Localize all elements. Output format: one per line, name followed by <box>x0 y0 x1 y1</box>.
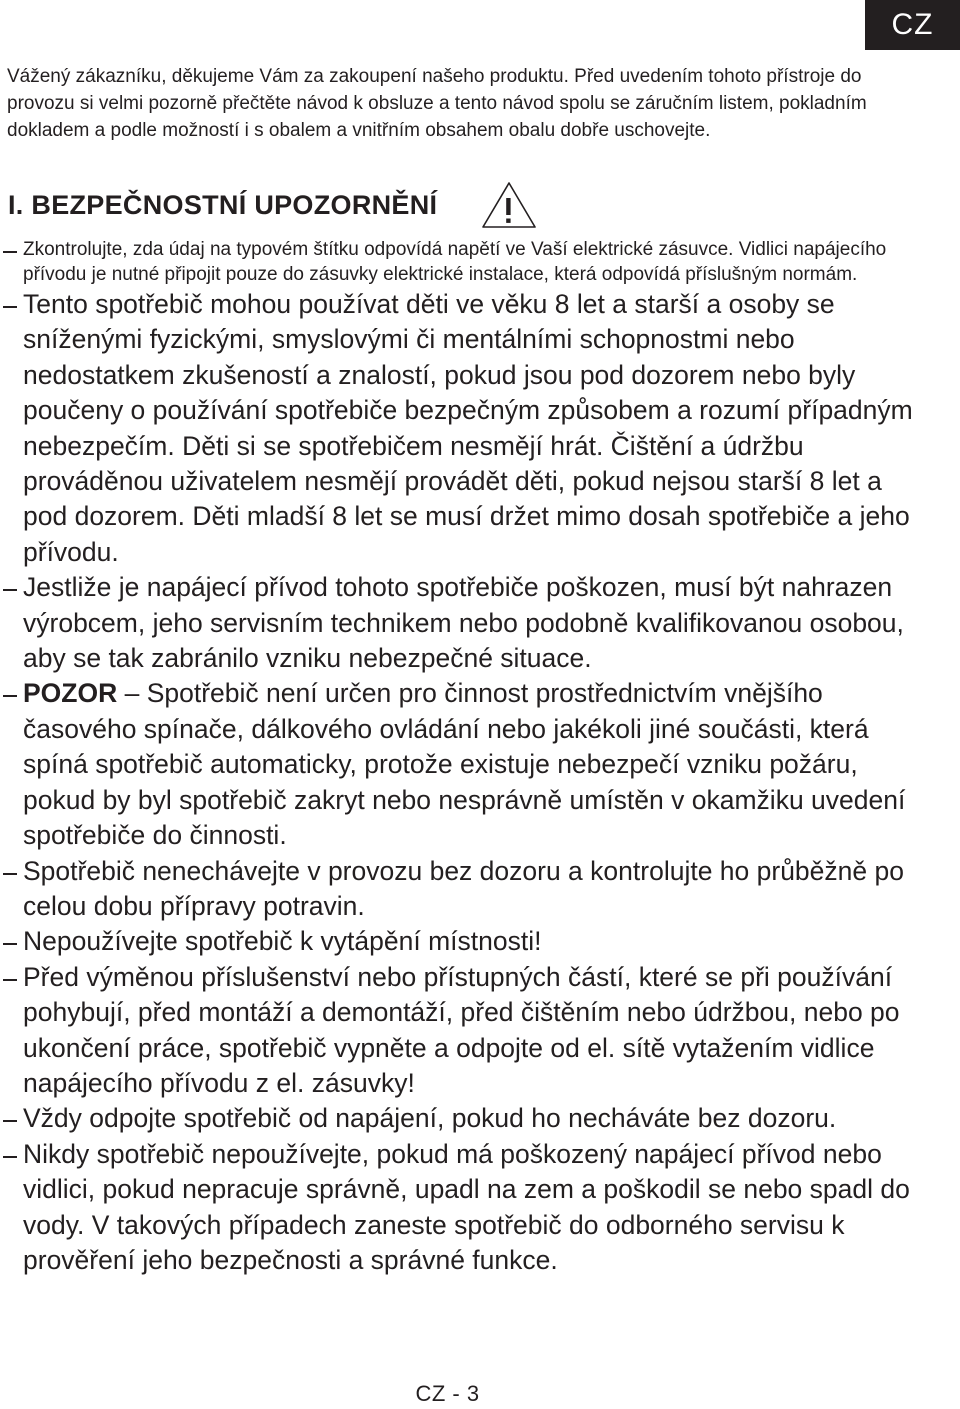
list-item <box>0 1137 930 1279</box>
intro-paragraph: Vážený zákazníku, děkujeme Vám za zakoupení našeho produktu. Před uvedením tohoto přístroje do provozu si velmi pozorně přečtěte návod k obsluze a tento návod spolu se záručním listem, pokladním dokladem a podle možností i s obalem a vnitřním obsahem obalu dobře uschovejte. <box>7 66 867 141</box>
item-text: Jestliže je napájecí přívod tohoto spotřebiče poškozen, musí být nahrazen výrobcem, jeho servisním technikem nebo podobně kvalifikovanou osobou, aby se tak zabránilo vzniku nebezpečné situace. <box>23 572 904 674</box>
dash-bullet <box>3 306 17 308</box>
list-item <box>0 854 930 925</box>
item-text: Nikdy spotřebič nepoužívejte, pokud má poškozený napájecí přívod nebo vidlici, pokud nepracuje správně, upadl na zem a poškodil se nebo spadl do vody. V takových případech zaneste spotřebič do odborného servisu k prověření jeho bezpečnosti a správné funkce. <box>23 1138 910 1275</box>
item-text: Tento spotřebič mohou používat děti ve věku 8 let a starší a osoby se sníženými fyzickými, smyslovými či mentálními schopnostmi nebo nedostatkem zkušeností a znalostí, pokud jsou pod dozorem nebo byly poučeny o používání spotřebiče bezpečným způsobem a rozumí případným nebezpečím. Děti si se spotřebičem nesmějí hrát. Čištění a údržbu prováděnou uživatelem nesmějí provádět děti, pokud nejsou starší 8 let a pod dozorem. Děti mladší 8 let se musí držet mimo dosah spotřebiče a jeho přívodu. <box>23 289 913 567</box>
list-item <box>0 1101 930 1136</box>
section-heading: I. BEZPEČNOSTNÍ UPOZORNĚNÍ <box>8 190 438 220</box>
language-tab: CZ <box>865 0 960 50</box>
dash-bullet <box>3 251 17 253</box>
page-number: CZ - 3 <box>415 1381 480 1406</box>
list-item <box>0 570 930 676</box>
safety-list <box>0 238 930 1278</box>
item-text: Spotřebič nenechávejte v provozu bez dozoru a kontrolujte ho průběžně po celou dobu přípravy potravin. <box>23 855 904 921</box>
warning-triangle-icon <box>478 180 538 230</box>
dash-bullet <box>3 1120 17 1122</box>
list-item <box>0 238 930 287</box>
dash-bullet <box>3 695 17 697</box>
dash-bullet <box>3 1156 17 1158</box>
list-item <box>0 960 930 1102</box>
item-text: Před výměnou příslušenství nebo přístupných částí, které se při používání pohybují, před montáží a demontáží, před čištěním nebo údržbou, nebo po ukončení práce, spotřebič vypněte a odpojte od el. sítě vytažením vidlice napájecího přívodu z el. zásuvky! <box>23 961 900 1098</box>
dash-bullet <box>3 873 17 875</box>
list-item <box>0 287 930 570</box>
item-bold-label: POZOR <box>23 678 118 709</box>
list-item <box>0 924 930 959</box>
item-text: – Spotřebič není určen pro činnost prostřednictvím vnějšího časového spínače, dálkového ovládání nebo jakékoli jiné součásti, která spíná spotřebič automaticky, protože existuje nebezpečí vzniku požáru, pokud by byl spotřebič zakryt nebo nesprávně umístěn v okamžiku uvedení spotřebiče do činnosti. <box>23 678 906 851</box>
dash-bullet <box>3 979 17 981</box>
dash-bullet <box>3 589 17 591</box>
item-text: Zkontrolujte, zda údaj na typovém štítku odpovídá napětí ve Vaší elektrické zásuvce. Vidlici napájecího přívodu je nutné připojit pouze do zásuvky elektrické instalace, která odpovídá příslušným normám. <box>23 239 887 285</box>
list-item <box>0 676 930 853</box>
item-text: Nepoužívejte spotřebič k vytápění místnosti! <box>23 926 542 957</box>
item-text: Vždy odpojte spotřebič od napájení, pokud ho necháváte bez dozoru. <box>23 1103 837 1134</box>
dash-bullet <box>3 943 17 945</box>
